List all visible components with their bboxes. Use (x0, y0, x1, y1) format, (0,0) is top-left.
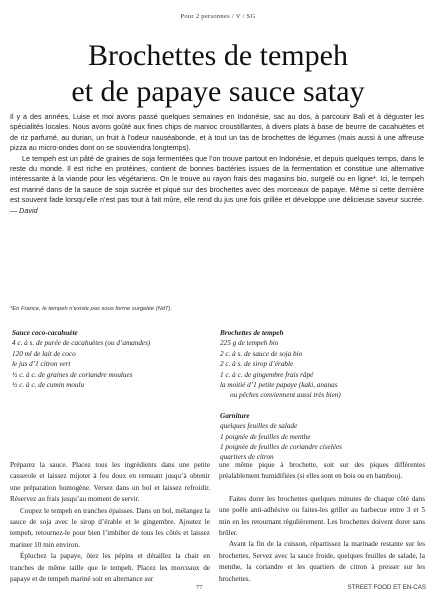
ingredient-item: la moitié d’1 petite papaye (kaki, ananas (220, 381, 338, 390)
ingredient-item: 2 c. à s. de sirop d’érable (220, 360, 294, 369)
ingredient-item: 4 c. à s. de purée de cacahuètes (ou d’amandes) (12, 339, 151, 348)
ingredients-heading: Sauce coco-cacahuète (12, 329, 78, 337)
ingredient-item: ½ c. à c. de graines de coriandre moulues (12, 370, 133, 379)
method-paragraph: Avant la fin de la cuisson, répartissez la marinade restante sur les brochettes. Servez avec la sauce froide, quelques feuilles de salade, la menthe, la coriandre et les quartiers de citron à presser sur les brochettes. (219, 540, 425, 583)
ingredient-item: 2 c. à s. de sauce de soja bio (220, 349, 303, 358)
ingredient-item: 120 ml de lait de coco (12, 349, 76, 358)
ingredients-brochettes (220, 328, 420, 463)
method-column-left (10, 460, 210, 585)
method-paragraph: Faites dorer les brochettes quelques minutes de chaque côté dans une poêle anti-adhésive ou faites-les griller au barbecue entre 3 et 5 min en les retournant régulièrement. Les brochettes doivent dorer sans brûler. (219, 494, 425, 538)
method-column-right (219, 460, 425, 585)
ingredient-item: 1 poignée de feuilles de menthe (220, 432, 311, 441)
running-title: STREET FOOD ET EN-CAS (347, 584, 426, 591)
title-line-1: Brochettes de tempeh (88, 39, 348, 72)
ingredient-item: ou pêches conviennent aussi très bien) (230, 391, 341, 400)
ingredients-heading: Garniture (220, 411, 250, 420)
intro-paragraph (10, 154, 424, 216)
title-line-2: et de papaye sauce satay (71, 75, 365, 108)
ingredient-item: quelques feuilles de salade (220, 422, 298, 431)
method-paragraph: une même pique à brochette, soit sur des piques différentes préalablement humidifiées (si elles sont en bois ou en bambou). (219, 461, 425, 481)
intro-paragraph: Il y a des années, Luise et moi avons passé quelques semaines en Indonésie, sac au dos, à parcourir Bali et à déguster les spécialités locales. Nous avons goûté aux fines chips de manioc croustillantes, à divers plats à base de beurre de cacahuètes et de riz parfumé, au durian, un fruit à l’odeur nauséabonde, et à tout un tas de brochettes de légumes (mais aussi à une affreuse pizza au micro-ondes dont on se souviendra longtemps). (10, 112, 424, 153)
ingredient-item: 1 c. à c. de gingembre frais râpé (220, 370, 314, 379)
ingredient-item: le jus d’1 citron vert (12, 360, 71, 369)
ingredient-item: quartiers de citron (220, 453, 274, 462)
method-paragraph: Préparez la sauce. Placez tous les ingrédients dans une petite casserole et laissez mijoter à feu doux en remuant jusqu’à obtenir une préparation homogène. Versez dans un bol et laissez refroidir. Réservez au frais jusqu’au moment de servir. (10, 461, 210, 504)
ingredients-garniture (220, 411, 420, 463)
page-number: 77 (196, 584, 203, 591)
intro-paragraph-text: Le tempeh est un pâté de graines de soja fermentées que l’on trouve partout en Indonésie, et depuis quelques temps, dans le reste du monde. Il est riche en protéines, contient de bonnes bactéries issues de la fermentation et constitue une alternative intéressante à la viande pour les végétariens. On le trouve au rayon frais des magasins bio, surgelé ou en ligne*. Ici, le tempeh est mariné dans de la sauce de soja sucrée et piqué sur des brochettes avec des morceaux de papaye. Même si cette dernière est souvent fade lorsqu’elle n’est pas tout à fait mûre, elle rend du jus une fois grillée et développe une délicieuse saveur sucrée. (10, 153, 424, 205)
ingredients-heading: Brochettes de tempeh (220, 329, 284, 337)
intro-text (10, 112, 424, 216)
ingredients-sauce (12, 328, 202, 390)
footnote: *En France, le tempeh n’existe pas sous forme surgelée (NdT). (10, 306, 173, 312)
method-paragraph: Épluchez la papaye, ôtez les pépins et détaillez la chair en tranches de même taille que le tempeh. Placez les morceaux de papaye et de tempeh mariné soit en alternance sur (10, 552, 210, 584)
author-signature: — David (10, 205, 38, 215)
ingredient-item: ½ c. à c. de cumin moulu (12, 381, 85, 390)
recipe-meta: Pour 2 personnes / V / SG (180, 13, 256, 20)
ingredient-item: 1 poignée de feuilles de coriandre ciselées (220, 443, 342, 452)
ingredient-item: 225 g de tempeh bio (220, 339, 279, 348)
method-paragraph: Coupez le tempeh en tranches épaisses. Dans un bol, mélangez la sauce de soja avec le sirop d’érable et le gingembre. Ajoutez le tempeh, retournez-le pour bien l’imbiber de tous les côtés et laissez mariner 10 min environ. (10, 506, 210, 549)
page-title (0, 38, 436, 110)
